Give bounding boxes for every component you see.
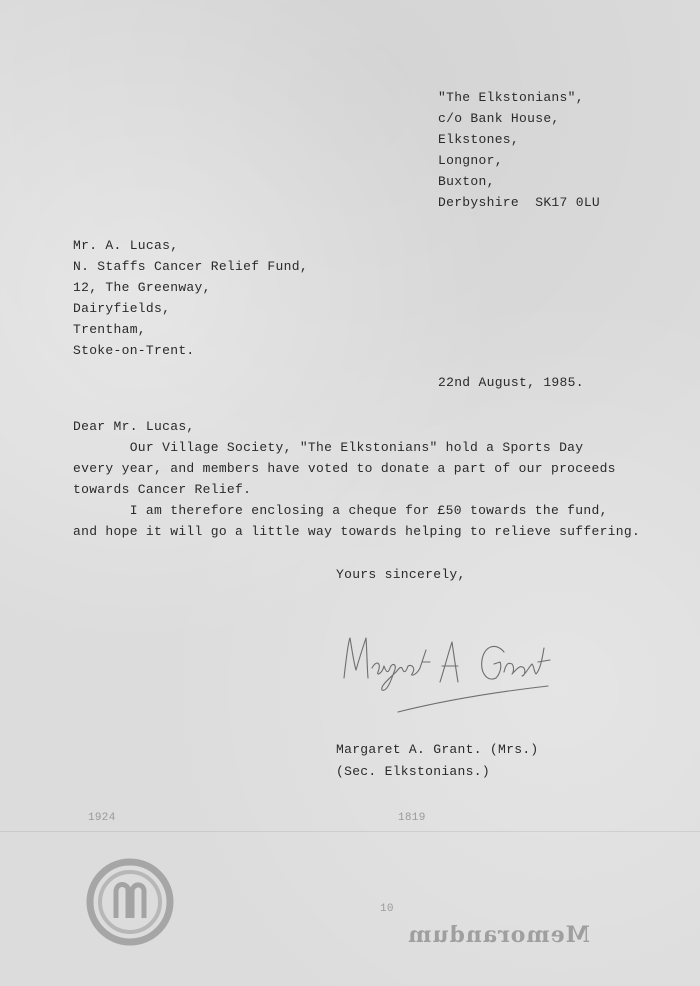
- faint-mark: 1924: [88, 812, 116, 824]
- stamp-logo: [86, 858, 174, 946]
- closing: Yours sincerely,: [336, 567, 466, 582]
- letter-date: 22nd August, 1985.: [438, 375, 584, 390]
- faint-mark: 10: [380, 903, 394, 915]
- mirrored-letterhead-text: Memorandum: [407, 922, 590, 948]
- signatory-name: Margaret A. Grant. (Mrs.): [336, 742, 539, 757]
- salutation: Dear Mr. Lucas,: [73, 419, 195, 434]
- paragraph-line: towards Cancer Relief.: [73, 482, 252, 497]
- recipient-address-line: 12, The Greenway,: [73, 280, 211, 295]
- mirrored-letterhead-logo: [390, 922, 590, 952]
- recipient-address-line: Mr. A. Lucas,: [73, 238, 179, 253]
- recipient-address-line: N. Staffs Cancer Relief Fund,: [73, 259, 308, 274]
- paragraph-line: Our Village Society, "The Elkstonians" hold a Sports Day: [73, 440, 584, 455]
- handwritten-signature: [336, 620, 576, 720]
- recipient-address-line: Stoke-on-Trent.: [73, 343, 195, 358]
- sender-address-line: "The Elkstonians",: [438, 90, 584, 105]
- paragraph-line: I am therefore enclosing a cheque for £50 towards the fund,: [73, 503, 608, 518]
- sender-address-line: Longnor,: [438, 153, 503, 168]
- paragraph-line: every year, and members have voted to donate a part of our proceeds: [73, 461, 616, 476]
- faint-mark: 1819: [398, 812, 426, 824]
- sender-address-line: Derbyshire SK17 0LU: [438, 195, 601, 210]
- paragraph-line: and hope it will go a little way towards helping to relieve suffering.: [73, 524, 641, 539]
- recipient-address-line: Dairyfields,: [73, 301, 171, 316]
- sender-address-line: Elkstones,: [438, 132, 520, 147]
- fold-line: [0, 831, 700, 832]
- sender-address-line: Buxton,: [438, 174, 495, 189]
- sender-address-line: c/o Bank House,: [438, 111, 560, 126]
- recipient-address-line: Trentham,: [73, 322, 146, 337]
- signatory-title: (Sec. Elkstonians.): [336, 764, 490, 779]
